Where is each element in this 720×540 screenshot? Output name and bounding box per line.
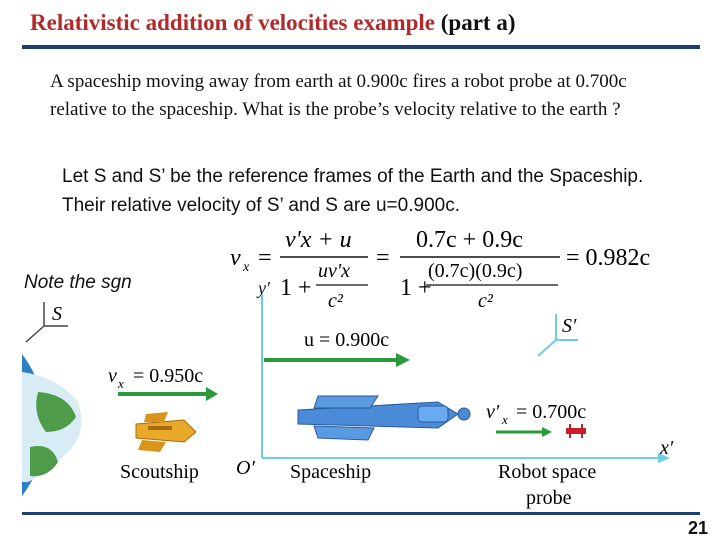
probe-velocity-symbol: v′ (486, 401, 500, 423)
spaceship-label: Spaceship (290, 461, 372, 483)
title-suffix: (part a) (440, 10, 516, 35)
formula-equals-1: = (258, 245, 272, 271)
origin-label: O′ (236, 457, 255, 479)
earth-globe (22, 354, 81, 496)
formula-lhs: v (230, 245, 241, 271)
scoutship-icon (136, 412, 196, 452)
scout-velocity-arrow (118, 387, 218, 401)
slide-title (30, 10, 515, 36)
formula-equals-2: = (376, 245, 390, 271)
footer-divider (22, 512, 700, 515)
title-main: Relativistic addition of velocities example (30, 10, 435, 35)
probe-velocity-arrow (496, 427, 552, 437)
scout-velocity-value: = 0.950c (133, 365, 204, 387)
formula-den1-one: 1 + (280, 275, 312, 301)
title-divider (22, 45, 700, 49)
formula-den1-frac-den: c² (328, 290, 343, 312)
question-text: A spaceship moving away from earth at 0.900c fires a robot probe at 0.700c relative to the spaceship. What is the probe’s velocity relative to the earth ? (50, 71, 627, 120)
formula-result: = 0.982c (566, 245, 651, 271)
formula-den1-frac-num: uv'x (318, 260, 351, 282)
formula-den2-frac-den: c² (478, 290, 493, 312)
answer-text: Let S and S’ be the reference frames of the Earth and the Spaceship. Their relative velocity of S’ and S are u=0.900c. (62, 166, 644, 216)
probe-icon (566, 424, 586, 438)
note-text: Note the sgn (24, 272, 132, 293)
scout-velocity-symbol: v (108, 365, 117, 387)
u-label: u = 0.900c (304, 329, 390, 351)
scoutship-label: Scoutship (120, 461, 199, 483)
formula-lhs-sub: x (243, 260, 250, 275)
page-number: 21 (688, 518, 709, 538)
ship-frame-label: S′ (562, 315, 577, 337)
u-velocity-arrow (264, 353, 410, 367)
earth-frame-axes (26, 302, 68, 342)
formula-num1: v'x + u (285, 227, 352, 253)
probe-velocity-value: = 0.700c (516, 401, 587, 423)
probe-label-line1: Robot space (498, 461, 597, 483)
probe-velocity-sub: x (502, 412, 508, 427)
earth-frame-label: S (52, 303, 62, 325)
scout-velocity-sub: x (118, 376, 124, 391)
x-axis-label: x′ (660, 437, 674, 459)
y-axis-label: y′ (258, 282, 270, 298)
formula-den2-frac-num: (0.7c)(0.9c) (428, 260, 523, 282)
scenario-figure (18, 282, 698, 522)
ship-frame-axes (538, 314, 578, 356)
spaceship-icon (298, 396, 470, 440)
formula-num2: 0.7c + 0.9c (416, 227, 523, 253)
formula-den2-one: 1 + (400, 275, 432, 301)
probe-label-line2: probe (526, 487, 572, 509)
